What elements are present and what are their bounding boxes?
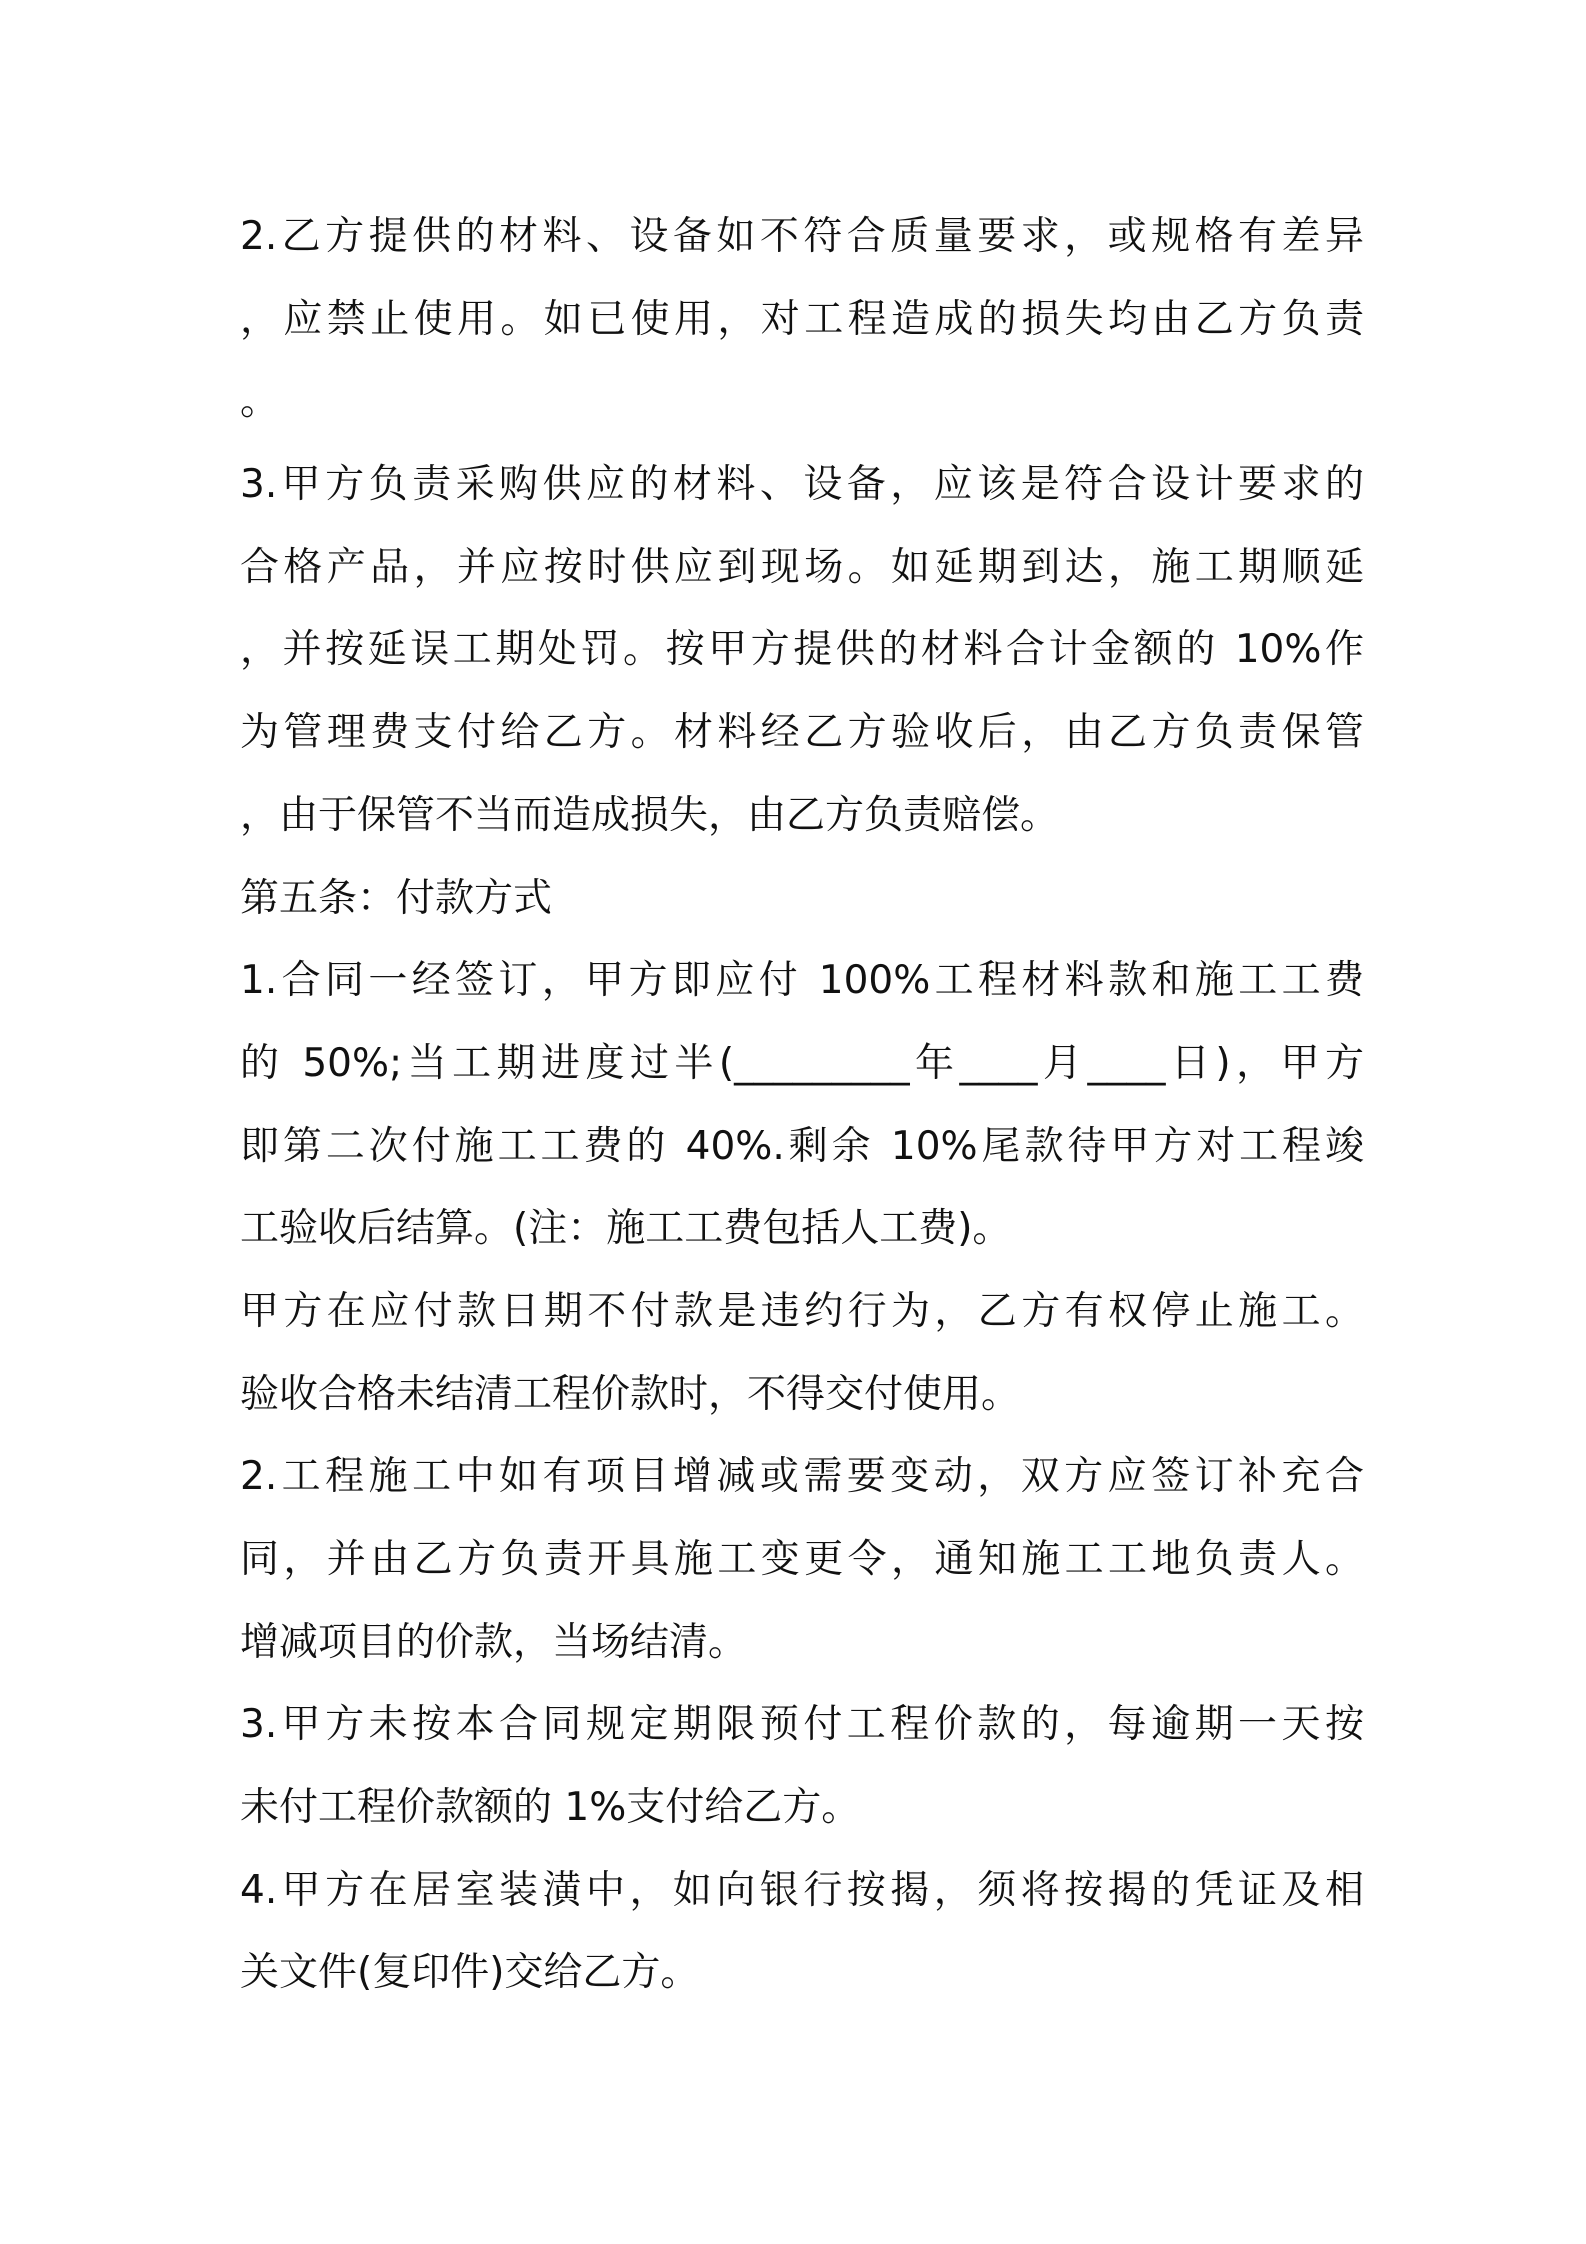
paragraph-line: 2.工程施工中如有项目增减或需要变动，双方应签订补充合 <box>240 1454 1364 1500</box>
document-body <box>240 196 1364 2015</box>
paragraph-line: 同，并由乙方负责开具施工变更令，通知施工工地负责人。 <box>240 1537 1364 1582</box>
paragraph-line: ，应禁止使用。如已使用，对工程造成的损失均由乙方负责 <box>240 296 1364 342</box>
paragraph-line: 工验收后结算。(注：施工工费包括人工费)。 <box>240 1206 1012 1252</box>
paragraph-line: 即第二次付施工工费的 40%.剩余 10%尾款待甲方对工程竣 <box>240 1123 1364 1169</box>
paragraph-line: ，并按延误工期处罚。按甲方提供的材料合计金额的 10%作 <box>240 627 1364 673</box>
paragraph-line: 3.甲方负责采购供应的材料、设备，应该是符合设计要求的 <box>240 462 1364 508</box>
paragraph-line: 1.合同一经签订，甲方即应付 100%工程材料款和施工工费 <box>240 958 1364 1004</box>
paragraph-line: 的 50%;当工期进度过半(_________年____月____日)，甲方 <box>240 1040 1364 1086</box>
paragraph-line: 关文件(复印件)交给乙方。 <box>240 1950 700 1996</box>
section-heading: 第五条：付款方式 <box>240 875 553 921</box>
paragraph-line: 2.乙方提供的材料、设备如不符合质量要求，或规格有差异 <box>240 214 1364 259</box>
paragraph-line: 验收合格未结清工程价款时，不得交付使用。 <box>240 1371 1021 1417</box>
paragraph-line: 合格产品，并应按时供应到现场。如延期到达，施工期顺延 <box>240 544 1364 590</box>
paragraph-line: 4.甲方在居室装潢中，如向银行按揭，须将按揭的凭证及相 <box>240 1867 1364 1913</box>
paragraph-line: 为管理费支付给乙方。材料经乙方验收后，由乙方负责保管 <box>240 710 1364 756</box>
paragraph-line: 。 <box>240 379 280 425</box>
paragraph-line: 增减项目的价款，当场结清。 <box>240 1619 748 1665</box>
paragraph-line: 甲方在应付款日期不付款是违约行为，乙方有权停止施工。 <box>240 1288 1364 1334</box>
paragraph-line: 未付工程价款额的 1%支付给乙方。 <box>240 1785 861 1831</box>
paragraph-line: ，由于保管不当而造成损失，由乙方负责赔偿。 <box>240 792 1060 838</box>
paragraph-line: 3.甲方未按本合同规定期限预付工程价款的，每逾期一天按 <box>240 1702 1364 1748</box>
